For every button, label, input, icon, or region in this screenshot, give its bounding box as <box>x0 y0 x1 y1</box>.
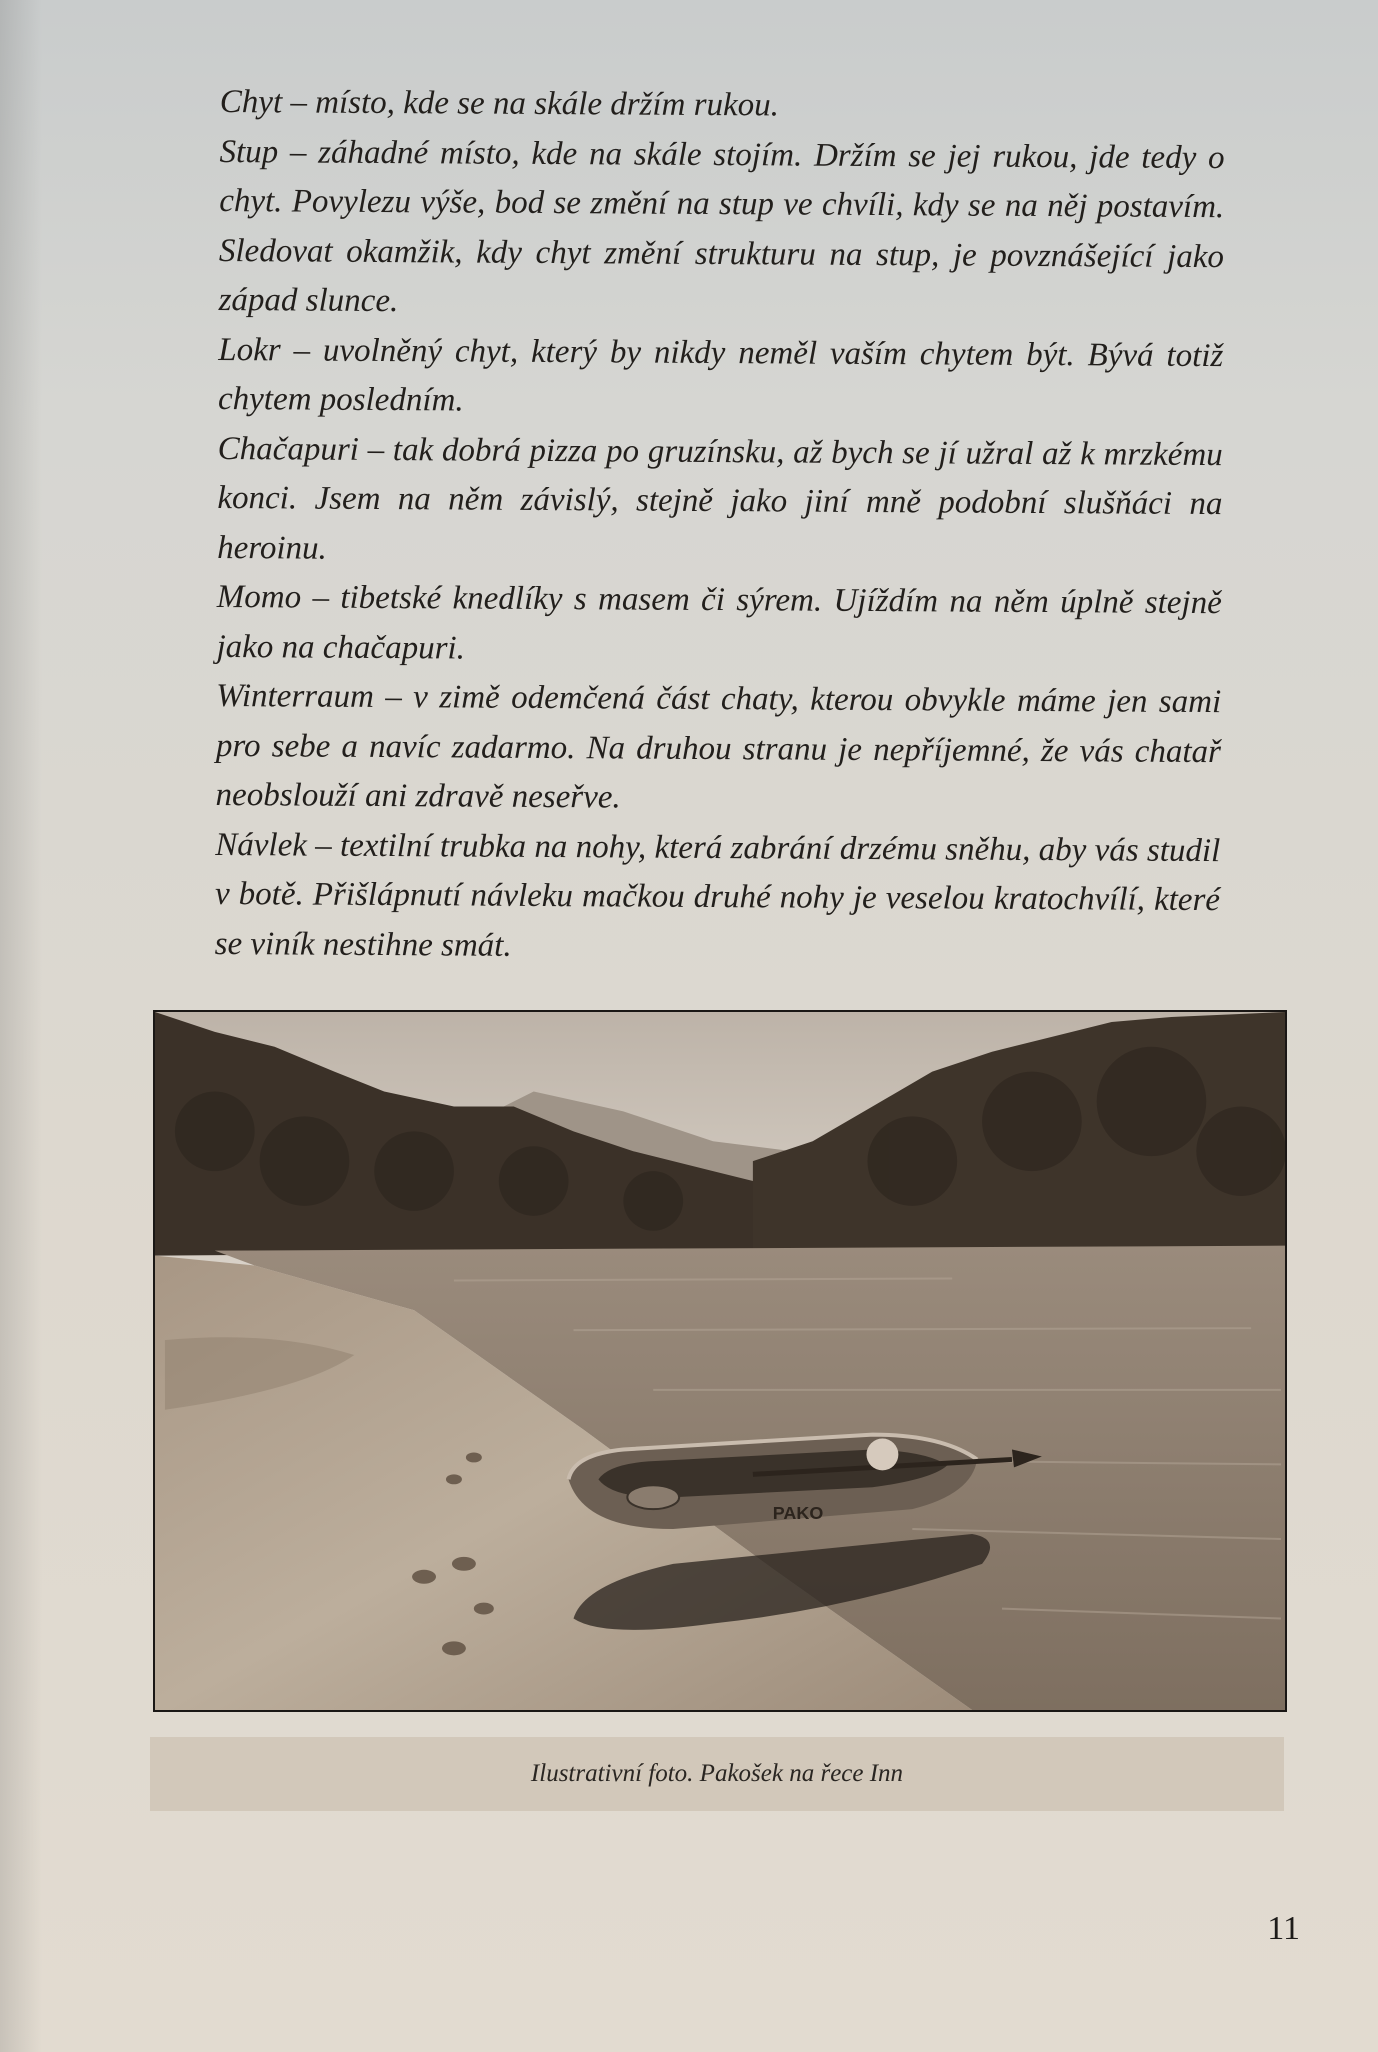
page-gutter-shadow <box>0 0 42 2052</box>
photo-caption: Ilustrativní foto. Pakošek na řece Inn <box>530 1760 904 1787</box>
photo-caption-bar <box>150 1737 1284 1811</box>
page-number: 11 <box>1267 1910 1300 1947</box>
glossary-entry-chacapuri: Chačapuri – tak dobrá pizza po gruzínsku, až bych se jí užral až k mrzkému konci. Jsem na něm závislý, stejně jako jiní mně podobní slušňáci na heroinu. <box>217 430 1223 567</box>
glossary-text <box>215 78 1225 975</box>
glossary-entry-momo: Momo – tibetské knedlíky s masem či sýrem. Ujíždím na něm úplně stejně jako na chačapuri. <box>216 578 1222 667</box>
river-photo <box>153 1010 1287 1712</box>
glossary-entry-stup: Stup – záhadné místo, kde na skále stojím. Držím se jej rukou, jde tedy o chyt. Povylezu výše, bod se změní na stup ve chvíli, kdy se na něj postavím. Sledovat okamžik, kdy chyt změní strukturu na stup, je povznášející jako západ slunce. <box>218 133 1225 320</box>
glossary-entry-chyt: Chyt – místo, kde se na skále držím rukou. <box>219 83 780 124</box>
glossary-entry-winterraum: Winterraum – v zimě odemčená část chaty, kterou obvykle máme jen sami pro sebe a navíc zadarmo. Na druhou stranu je nepříjemné, že vás chatař neobslouží ani zdravě neseřve. <box>215 677 1222 816</box>
glossary-entry-lokr: Lokr – uvolněný chyt, který by nikdy neměl vaším chytem být. Bývá totiž chytem posledním. <box>217 331 1224 419</box>
glossary-entry-navlek: Návlek – textilní trubka na nohy, která zabrání drzému sněhu, aby vás studil v botě. Přišlápnutí návleku mačkou druhé nohy je veselou kratochvílí, které se viník nestihne smát. <box>214 826 1221 964</box>
river-photo-image <box>155 1012 1285 1710</box>
boat-lettering: PAKO <box>772 1503 824 1524</box>
